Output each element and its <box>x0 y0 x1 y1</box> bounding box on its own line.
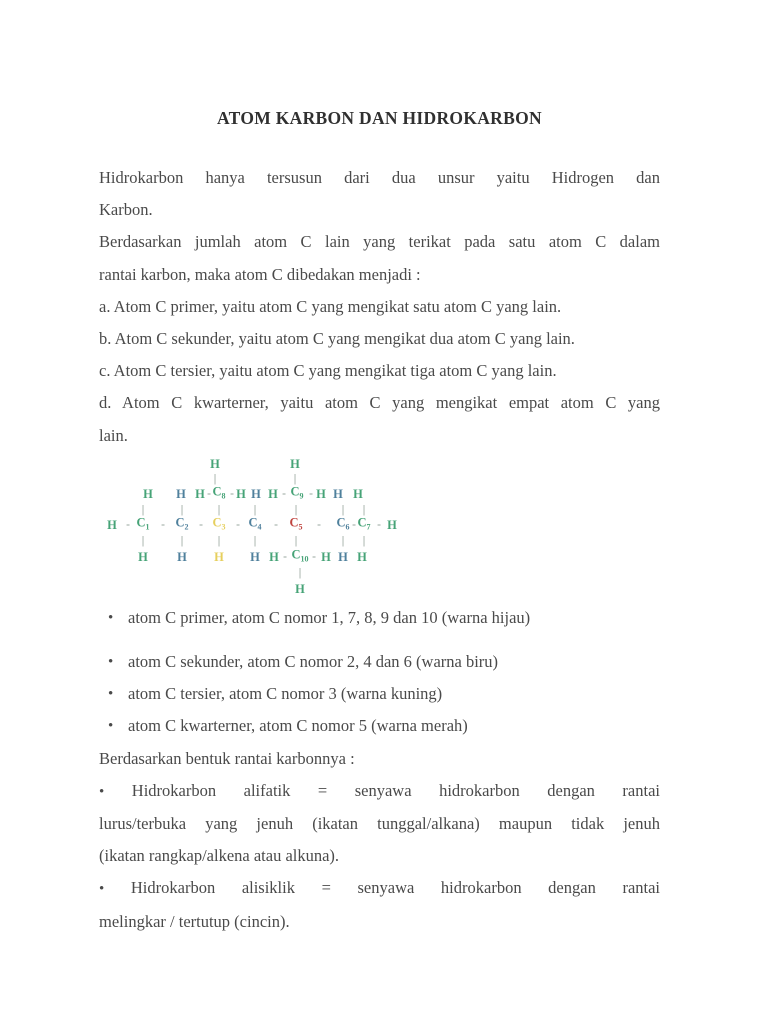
carbon-atom-subscript: 5 <box>298 522 303 532</box>
horizontal-bond: - <box>377 518 381 531</box>
alifatik-line-1-text: Hidrokarbon alifatik = senyawa hidrokarbon dengan rantai <box>131 780 660 800</box>
vertical-bond: | <box>141 503 145 516</box>
carbon-atom-subscript: 10 <box>300 554 309 564</box>
carbon-type-b: b. Atom C sekunder, yaitu atom C yang mengikat dua atom C yang lain. <box>99 329 575 349</box>
legend-item-tersier <box>99 678 660 710</box>
vertical-bond: | <box>217 534 221 547</box>
vertical-bond: | <box>298 566 302 579</box>
carbon-type-a: a. Atom C primer, yaitu atom C yang mengikat satu atom C yang lain. <box>99 296 562 316</box>
hydrogen-atom: H <box>251 486 261 501</box>
legend-item-primer-text: atom C primer, atom C nomor 1, 7, 8, 9 dan 10 (warna hijau) <box>128 607 531 627</box>
horizontal-bond: - <box>161 518 165 531</box>
bullet-icon: • <box>99 783 105 800</box>
carbon-atom-subscript: 6 <box>345 522 350 532</box>
vertical-bond: | <box>362 503 366 516</box>
carbon-atom-8: $C_8$ <box>212 484 226 501</box>
carbon-atom-subscript: 1 <box>145 522 150 532</box>
horizontal-bond: - <box>230 487 234 500</box>
legend-item-sekunder <box>99 646 660 678</box>
carbon-atom-2: $C_2$ <box>175 515 189 532</box>
vertical-bond: | <box>294 534 298 547</box>
carbon-atom-1: $C_1$ <box>136 515 150 532</box>
vertical-bond: | <box>294 503 298 516</box>
horizontal-bond: - <box>282 487 286 500</box>
horizontal-bond: - <box>312 550 316 563</box>
vertical-bond: | <box>293 472 297 485</box>
bullet-icon: • <box>99 881 105 898</box>
alifatik-line-1 <box>99 775 660 808</box>
horizontal-bond: - <box>126 518 130 531</box>
legend-item-primer <box>99 602 660 634</box>
bullet-icon: • <box>108 718 114 735</box>
carbon-atom-7: $C_7$ <box>357 515 371 532</box>
vertical-bond: | <box>253 534 257 547</box>
carbon-atom-3: $C_3$ <box>212 515 226 532</box>
carbon-atom-4: $C_4$ <box>248 515 262 532</box>
hydrogen-atom: H <box>290 456 300 471</box>
hydrogen-atom: H <box>268 486 278 501</box>
hydrogen-atom: H <box>357 549 367 564</box>
carbon-type-d-line-2: lain. <box>99 425 128 445</box>
hydrogen-atom: H <box>177 549 187 564</box>
horizontal-bond: - <box>199 518 203 531</box>
vertical-bond: | <box>341 503 345 516</box>
carbon-atom-subscript: 8 <box>221 491 226 501</box>
vertical-bond: | <box>180 534 184 547</box>
vertical-bond: | <box>362 534 366 547</box>
intro-line-3: Berdasarkan jumlah atom C lain yang terikat pada satu atom C dalam <box>99 232 660 252</box>
bullet-icon: • <box>108 654 114 671</box>
hydrogen-atom: H <box>316 486 326 501</box>
alisiklik-line-1 <box>99 872 660 905</box>
legend-item-tersier-text: atom C tersier, atom C nomor 3 (warna kuning) <box>128 684 443 704</box>
vertical-bond: | <box>180 503 184 516</box>
hydrogen-atom: H <box>353 486 363 501</box>
horizontal-bond: - <box>309 487 313 500</box>
alisiklik-line-1-text: Hidrokarbon alisiklik = senyawa hidrokarbon dengan rantai <box>130 878 661 898</box>
hydrogen-atom: H <box>210 456 220 471</box>
horizontal-bond: - <box>207 487 211 500</box>
hydrogen-atom: H <box>250 549 260 564</box>
hydrogen-atom: H <box>195 486 205 501</box>
bullet-icon: • <box>108 686 114 703</box>
carbon-atom-9: $C_9$ <box>290 484 304 501</box>
hydrogen-atom: H <box>236 486 246 501</box>
vertical-bond: | <box>213 472 217 485</box>
carbon-atom-subscript: 4 <box>257 522 262 532</box>
hydrogen-atom: H <box>387 517 397 532</box>
carbon-atom-5: $C_5$ <box>289 515 303 532</box>
carbon-atom-subscript: 9 <box>299 491 304 501</box>
hydrogen-atom: H <box>138 549 148 564</box>
carbon-atom-10: $C_{10}$ <box>291 547 309 564</box>
intro-line-4: rantai karbon, maka atom C dibedakan menjadi : <box>99 264 421 284</box>
hydrogen-atom: H <box>321 549 331 564</box>
horizontal-bond: - <box>283 550 287 563</box>
intro-line-2: Karbon. <box>99 200 153 220</box>
legend-item-sekunder-text: atom C sekunder, atom C nomor 2, 4 dan 6 (warna biru) <box>128 652 499 672</box>
horizontal-bond: - <box>236 518 240 531</box>
intro-line-1: Hidrokarbon hanya tersusun dari dua unsur yaitu Hidrogen dan <box>99 168 660 187</box>
vertical-bond: | <box>217 503 221 516</box>
carbon-atom-subscript: 2 <box>184 522 189 532</box>
vertical-bond: | <box>253 503 257 516</box>
alifatik-line-2: lurus/terbuka yang jenuh (ikatan tunggal/alkana) maupun tidak jenuh <box>99 814 660 834</box>
carbon-atom-subscript: 7 <box>366 522 371 532</box>
hydrogen-atom: H <box>214 549 224 564</box>
hydrogen-atom: H <box>176 486 186 501</box>
hydrogen-atom: H <box>269 549 279 564</box>
page-title: ATOM KARBON DAN HIDROKARBON <box>217 108 542 128</box>
horizontal-bond: - <box>317 518 321 531</box>
legend-item-kwarterner-text: atom C kwarterner, atom C nomor 5 (warna merah) <box>128 716 468 736</box>
alisiklik-line-2: melingkar / tertutup (cincin). <box>99 911 290 931</box>
vertical-bond: | <box>341 534 345 547</box>
hydrogen-atom: H <box>107 517 117 532</box>
alifatik-line-3: (ikatan rangkap/alkena atau alkuna). <box>99 846 340 866</box>
chain-section-heading: Berdasarkan bentuk rantai karbonnya : <box>99 748 355 768</box>
carbon-atom-subscript: 3 <box>221 522 226 532</box>
hydrogen-atom: H <box>338 549 348 564</box>
horizontal-bond: - <box>352 518 356 531</box>
hydrogen-atom: H <box>295 581 305 596</box>
carbon-type-c: c. Atom C tersier, yaitu atom C yang mengikat tiga atom C yang lain. <box>99 361 557 381</box>
hydrogen-atom: H <box>143 486 153 501</box>
structure-diagram <box>99 452 660 602</box>
carbon-atom-6: $C_6$ <box>336 515 350 532</box>
vertical-bond: | <box>141 534 145 547</box>
document-body <box>99 162 660 938</box>
carbon-type-d-line-1: d. Atom C kwarterner, yaitu atom C yang mengikat empat atom C yang <box>99 393 660 413</box>
bullet-icon: • <box>108 609 114 626</box>
legend-item-kwarterner <box>99 710 660 742</box>
horizontal-bond: - <box>274 518 278 531</box>
hydrogen-atom: H <box>333 486 343 501</box>
